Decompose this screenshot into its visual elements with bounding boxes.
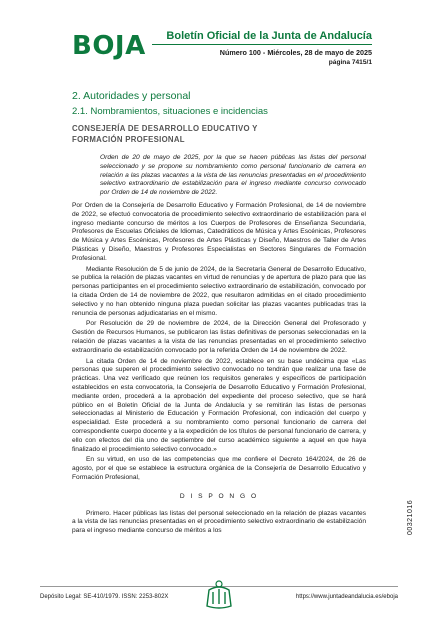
subsection-heading: 2.1. Nombramientos, situaciones e incidencias [72,106,268,117]
document-code: 00321016 [407,499,414,535]
body-paragraph: Primero. Hacer públicas las listas del personal seleccionado en la relación de plazas vacantes a la vista de las renuncias presentadas en el procedimiento selectivo extraordinario de estabilización para el ingreso mediante concurso de méritos a los [72,509,366,535]
issue-info: Número 100 - Miércoles, 28 de mayo de 2025 [219,48,372,57]
body-paragraph: Por Orden de la Consejería de Desarrollo Educativo y Formación Profesional, de 14 de noviembre de 2022, se efectuó convocatoria de procedimiento selectivo extraordinario de estabilización para el ingreso mediante concurso de méritos a los Cuerpos de Profesores de Enseñanza Secundaria, Profesores de Escuelas Oficiales de Idiomas, Catedráticos de Música y Artes Escénicas, Profesores de Música y Artes Escénicas, Profesores de Artes Plásticas y Diseño, Maestros de Taller de Artes Plásticas y Diseño, Maestros y Profesores Especialistas en Sectores Singulares de Formación Profesional. [72,202,366,262]
body-paragraph: La citada Orden de 14 de noviembre de 2022, establece en su base undécima que «Las personas que superen el procedimiento selectivo convocado no tendrán que realizar una fase de prácticas. Una vez verificado que reúnen los requisitos generales y específicos de participación establecidos en esta convocatoria, la Consejería de Desarrollo Educativo y Formación Profesional, mediante orden, procederá a la aprobación del expediente del proceso selectivo, que se hará público en el Boletín Oficial de la Junta de Andalucía y se remitirán las listas de personas seleccionadas al Ministerio de Educación y Formación Profesional, con indicación del cuerpo y especialidad. Este procederá a su nombramiento como personal funcionario de carrera del correspondiente cuerpo docente y a la expedición de los títulos de personal funcionario de carrera, y ello con efectos del día uno de septiembre del curso académico siguiente a aquel en que haya finalizado el procedimiento selectivo convocado.» [72,357,366,453]
department-heading: CONSEJERÍA DE DESARROLLO EDUCATIVO Y FORMACIÓN PROFESIONAL [72,124,258,144]
legal-deposit: Depósito Legal: SE-410/1979. ISSN: 2253-802X [40,594,169,600]
body-paragraph: Mediante Resolución de 5 de junio de 2024, de la Secretaría General de Desarrollo Educativo, se publica la relación de plazas vacantes en virtud de renuncias y de apertura de plazo para que las personas participantes en el procedimiento selectivo extraordinario de estabilización, convocado por la citada Orden de 14 de noviembre de 2022, que resultaron admitidas en el citado procedimiento selectivo y no han obtenido ninguna plaza puedan solicitar las plazas vacantes publicadas tras la renuncia de personas adjudicatarias en el mismo. [72,265,366,317]
junta-emblem-icon [201,576,237,612]
bulletin-title: Boletín Oficial de la Junta de Andalucía [166,30,372,42]
body-paragraph: Por Resolución de 29 de noviembre de 2024, de la Dirección General del Profesorado y Gestión de Recursos Humanos, se publicaron las listas definitivas de personas seleccionadas en la relación de plazas vacantes a la vista de las renuncias presentadas en el procedimiento selectivo extraordinario de estabilización convocado por la referida Orden de 14 de noviembre de 2022. [72,320,366,354]
section-heading: 2. Autoridades y personal [72,90,191,102]
body-paragraph: En su virtud, en uso de las competencias que me confiere el Decreto 164/2024, de 26 de agosto, por el que se establece la estructura orgánica de la Consejería de Desarrollo Educativo y Formación Profesional, [72,456,366,481]
header-divider [152,44,372,45]
document-body [72,202,366,538]
order-summary: Orden de 20 de mayo de 2025, por la que se hacen públicas las listas del personal seleccionado y se propone su nombramiento como personal funcionario de carrera en relación a las plazas vacantes a la vista de las renuncias presentadas en el procedimiento selectivo extraordinario de estabilización para el ingreso mediante concurso convocado por Orden de 14 de noviembre de 2022. [100,154,366,197]
boja-logo: BOJA [72,31,146,61]
page-number: página 7415/1 [328,59,372,66]
website-link[interactable]: https://www.juntadeandalucia.es/eboja [295,594,398,600]
dispongo-heading: D I S P O N G O [179,492,259,500]
